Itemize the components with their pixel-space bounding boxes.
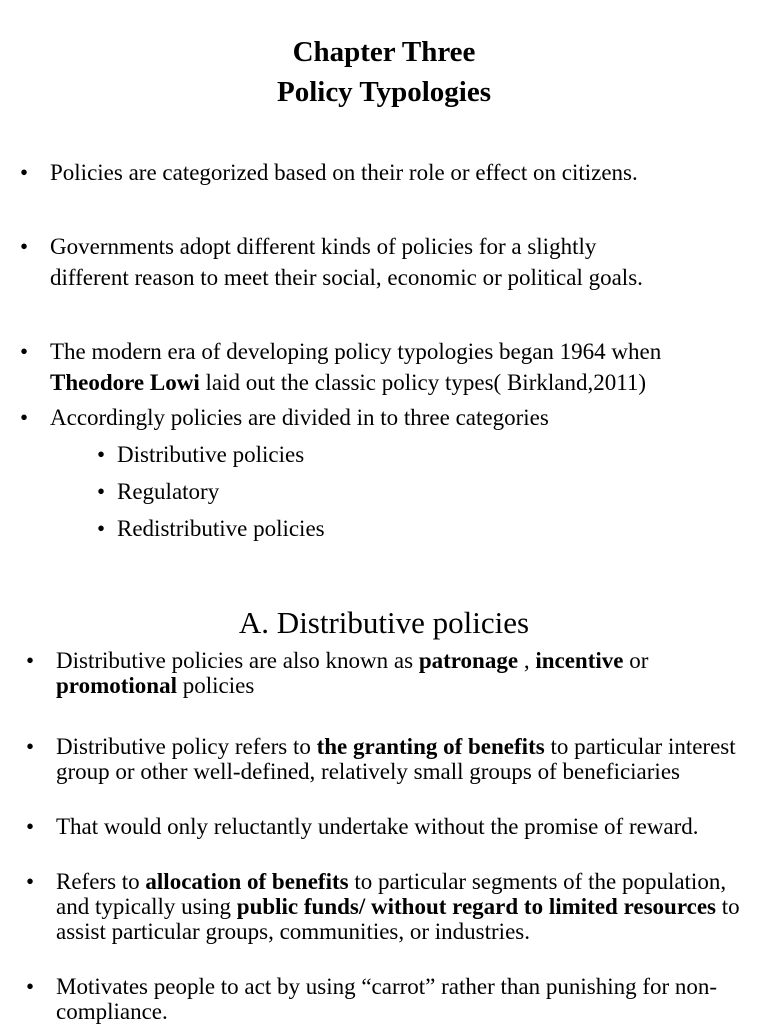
bullet-text: Refers to <box>56 869 146 894</box>
bullet-text-line: different reason to meet their social, economic or political goals. <box>50 265 643 290</box>
category-label: Redistributive policies <box>117 516 325 541</box>
bold-term: incentive <box>535 648 624 673</box>
chapter-heading: Chapter Three <box>292 36 476 68</box>
bullet-dot: • <box>26 814 35 839</box>
bold-name: Theodore Lowi <box>50 370 200 395</box>
category-label: Distributive policies <box>117 442 305 467</box>
bold-term: public funds/ without regard to limited resources <box>236 894 716 919</box>
bullet-carrot <box>26 974 746 1024</box>
bullet-dot: • <box>97 479 106 504</box>
bullet-text: to assist particular groups, communities, or industries. <box>56 894 740 944</box>
category-label: Regulatory <box>117 479 220 504</box>
bullet-text: or <box>623 648 649 673</box>
bullet-patronage <box>26 648 746 698</box>
bold-term: promotional <box>56 673 177 698</box>
bullet-text: Distributive policies are also known as <box>56 648 419 673</box>
bullet-dot: • <box>20 234 29 259</box>
bullet-dot: • <box>20 339 29 364</box>
bullet-text-line <box>50 367 760 398</box>
bullet-granting <box>26 734 746 784</box>
bullet-text: , <box>518 648 536 673</box>
bullet-dot: • <box>97 442 106 467</box>
bullet-text: laid out the classic policy types( Birkland,2011) <box>199 370 647 395</box>
bold-term: patronage <box>418 648 519 673</box>
bullet-dot: • <box>26 869 35 894</box>
bullet-text: Distributive policy refers to <box>56 734 317 759</box>
bullet-text-line: The modern era of developing policy typologies began 1964 when <box>50 339 662 364</box>
bullet-dot: • <box>26 974 35 999</box>
sub-bullet-distributive <box>97 436 305 473</box>
section-heading: A. Distributive policies <box>238 605 530 640</box>
bullet-governments <box>20 231 750 293</box>
bullet-reluctantly <box>26 814 716 839</box>
bullet-text: to particular segments of the population, and typically using <box>56 869 727 919</box>
bullet-text: policies <box>176 673 255 698</box>
bullet-dot: • <box>20 405 29 430</box>
bullet-allocation <box>26 869 746 944</box>
bullet-dot: • <box>97 516 106 541</box>
bullet-text: Policies are categorized based on their role or effect on citizens. <box>50 160 638 185</box>
bullet-text: Motivates people to act by using “carrot” rather than punishing for non-compliance. <box>56 974 718 1024</box>
bullet-dot: • <box>26 734 35 759</box>
page-title: Policy Typologies <box>276 76 492 108</box>
bullet-text: Accordingly policies are divided in to three categories <box>50 405 549 430</box>
sub-bullet-redistributive <box>97 510 325 547</box>
bullet-text-line: Governments adopt different kinds of policies for a slightly <box>50 234 597 259</box>
sub-bullet-regulatory <box>97 473 220 510</box>
bullet-text: That would only reluctantly undertake without the promise of reward. <box>56 814 699 839</box>
bullet-dot: • <box>20 160 29 185</box>
bullet-modern-era <box>20 336 760 398</box>
bold-term: the granting of benefits <box>316 734 545 759</box>
bullet-categories <box>20 402 750 433</box>
bullet-categorized <box>20 157 750 188</box>
bullet-text: to particular interest group or other well-defined, relatively small groups of beneficiaries <box>56 734 736 784</box>
bold-term: allocation of benefits <box>145 869 349 894</box>
bullet-dot: • <box>26 648 35 673</box>
